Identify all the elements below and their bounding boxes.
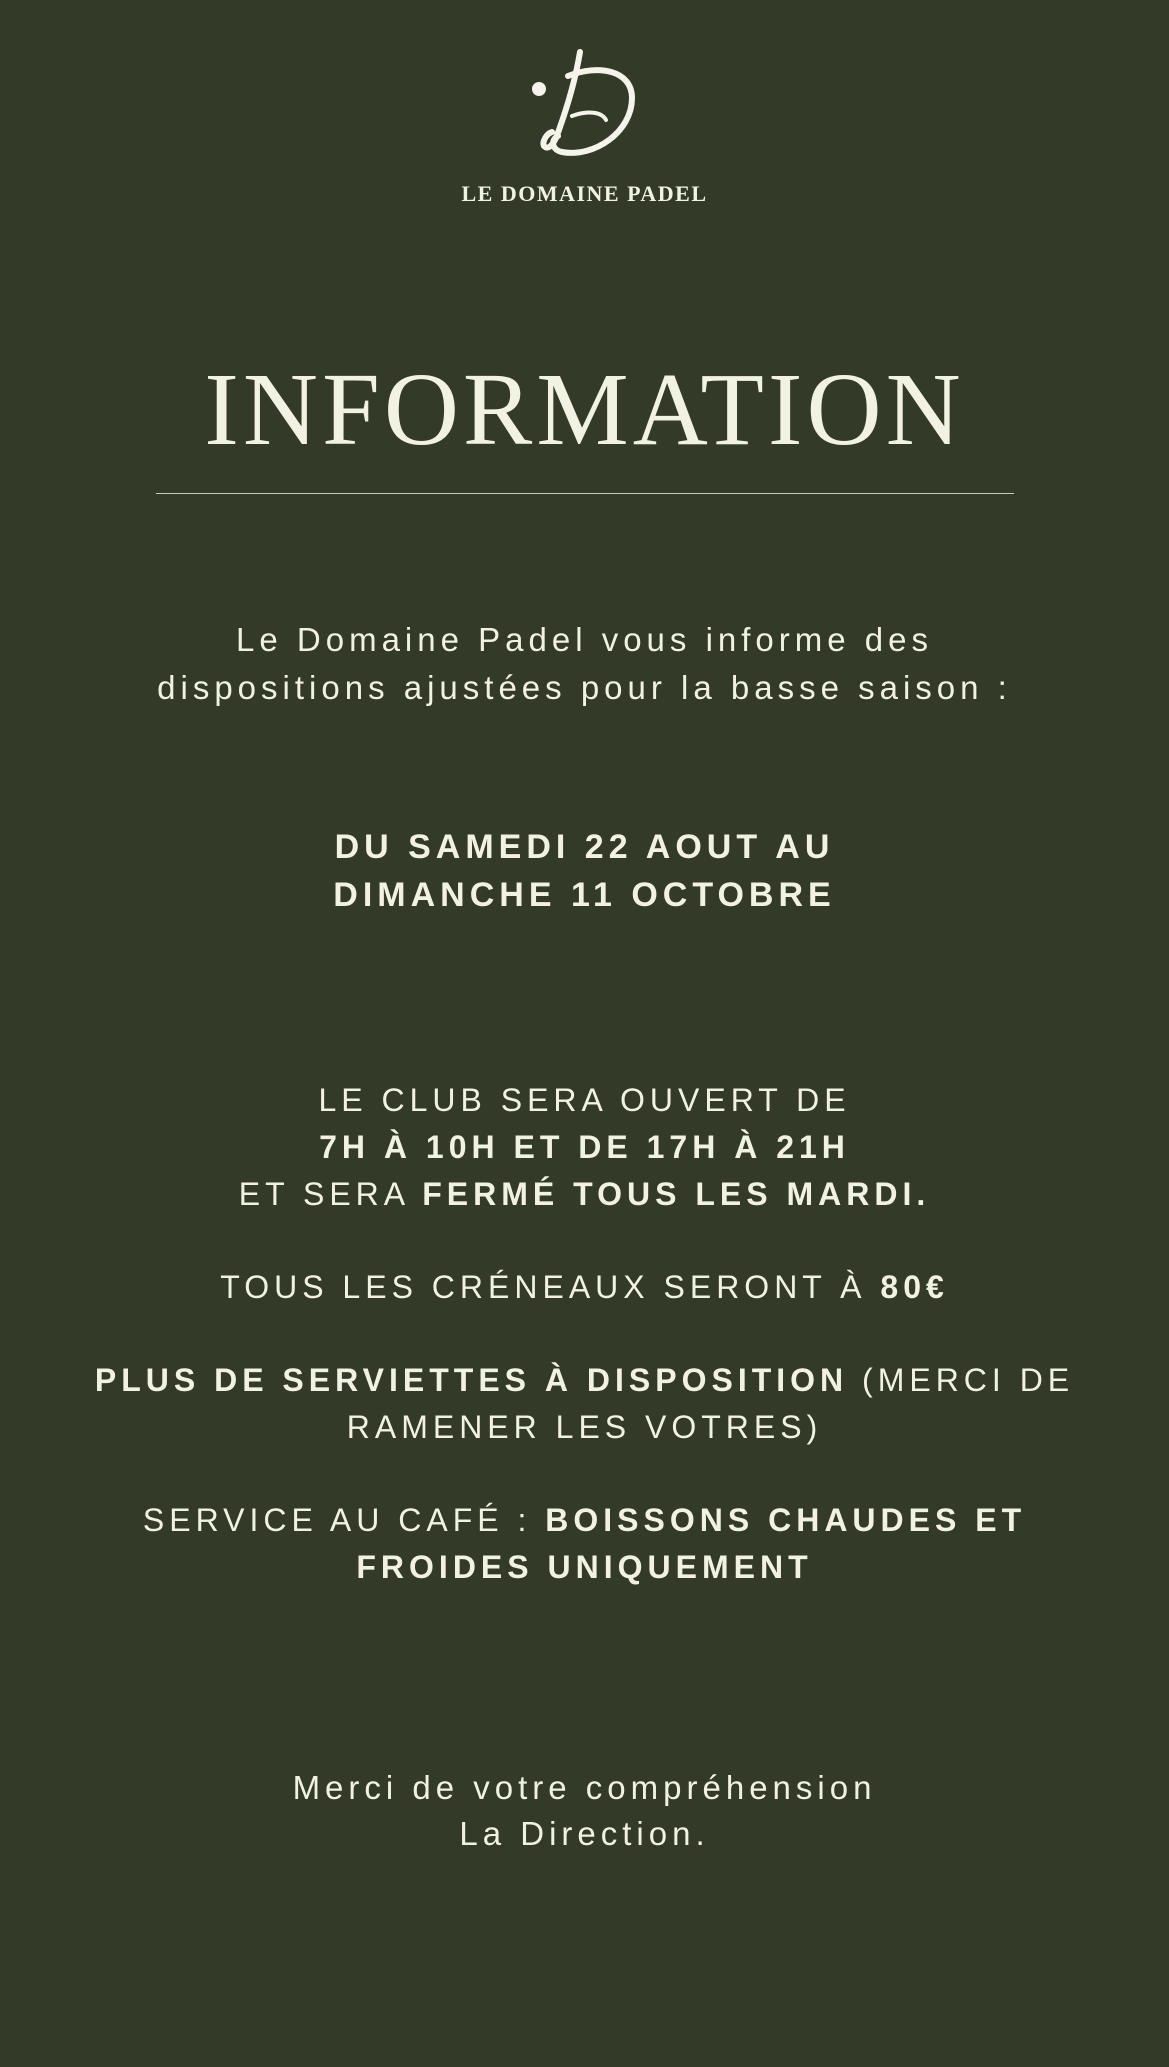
opening-hours-times: 7H À 10H ET DE 17H À 21H bbox=[319, 1129, 850, 1165]
title-divider bbox=[156, 493, 1014, 494]
pricing-prefix: TOUS LES CRÉNEAUX SERONT À bbox=[220, 1269, 881, 1305]
closing-signature: La Direction. bbox=[459, 1815, 710, 1852]
opening-hours bbox=[0, 1077, 1169, 1218]
page-title: INFORMATION bbox=[204, 352, 965, 467]
cafe-service-prefix: SERVICE AU CAFÉ : bbox=[142, 1502, 546, 1538]
brand-name: LE DOMAINE PADEL bbox=[461, 181, 708, 206]
pricing-value: 80€ bbox=[880, 1269, 949, 1305]
date-range-line-1: DU SAMEDI 22 AOUT AU bbox=[334, 828, 835, 866]
towels-notice bbox=[0, 1357, 1169, 1451]
closing-day bbox=[0, 1171, 1169, 1218]
cafe-service bbox=[0, 1497, 1169, 1591]
closing-text bbox=[0, 1765, 1169, 1857]
intro-line-2: dispositions ajustées pour la basse saison : bbox=[157, 669, 1012, 706]
cafe-service-bold-1: BOISSONS CHAUDES ET bbox=[545, 1502, 1027, 1538]
towels-notice-rest-2: RAMENER LES VOTRES) bbox=[346, 1409, 823, 1445]
opening-hours-line-1: LE CLUB SERA OUVERT DE bbox=[318, 1082, 851, 1118]
closing-day-value: FERMÉ TOUS LES MARDI. bbox=[422, 1176, 931, 1212]
pricing bbox=[0, 1264, 1169, 1311]
towels-notice-rest-1: (MERCI DE bbox=[848, 1362, 1075, 1398]
towels-notice-bold: PLUS DE SERVIETTES À DISPOSITION bbox=[94, 1362, 849, 1398]
closing-day-prefix: ET SERA bbox=[238, 1176, 423, 1212]
domain-padel-monogram-icon bbox=[528, 46, 644, 162]
closing-line-1: Merci de votre compréhension bbox=[292, 1769, 877, 1806]
rules-block bbox=[0, 1077, 1169, 1591]
date-range bbox=[0, 823, 1169, 919]
intro-text bbox=[0, 616, 1169, 712]
intro-line-1: Le Domaine Padel vous informe des bbox=[236, 621, 933, 658]
cafe-service-bold-2: FROIDES UNIQUEMENT bbox=[356, 1549, 813, 1585]
date-range-line-2: DIMANCHE 11 OCTOBRE bbox=[333, 876, 836, 914]
